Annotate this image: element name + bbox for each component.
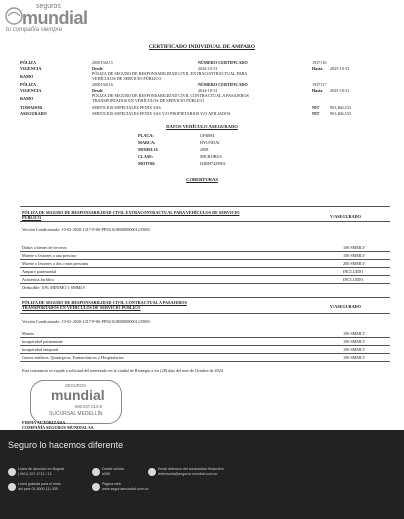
footer-item-line: #935 (102, 472, 110, 476)
footer-item-line: Línea de atención en Bogotá (18, 467, 64, 471)
modelo-label: MODELO: (138, 147, 159, 152)
marca-label: MARCA: (138, 140, 156, 145)
rce-item-name: Muerte o lesiones a una persona (22, 253, 76, 258)
desde-value: 2024-10-31 (198, 66, 218, 71)
stamp-top: SEGUROS (65, 383, 86, 388)
divider (20, 221, 390, 222)
hasta-label: Hasta (312, 66, 323, 71)
placa-label: PLACA: (138, 133, 154, 138)
logo-small-text: seguros (36, 3, 61, 10)
footer-item-line: del país 01 8000 111 935 (18, 487, 59, 491)
tomador-nit-label: NIT (312, 105, 320, 110)
rcc-col-header: V/ASEGURADO (330, 304, 361, 309)
stamp-bottom: SUCURSAL MEDELLÍN (49, 411, 103, 417)
rcc-item-value: 100 SMMLV (343, 355, 366, 360)
asegurado-nit-value: 901,466,533 (330, 111, 351, 116)
vehiculo-title: DATOS VEHÍCULO ASEGURADO (166, 124, 238, 129)
rcc-item-value: 100 SMMLV (343, 331, 366, 336)
tomador-value: SERVICIOS ESPECIALES FENIX SAS (92, 105, 161, 110)
rcc-title: PÓLIZA DE SEGURO DE RESPONSABILIDAD CIVIL CONTRACTUAL A PASAJEROS TRANSPORTADOS EN VEHÍCULOS DE SERVICIO PÚBLICO (22, 300, 187, 310)
numcert-label: NÚMERO CERTIFICADO (198, 60, 248, 65)
rcc-item-value: 100 SMMLV (343, 339, 366, 344)
clase-label: CLASE: (138, 154, 154, 159)
logo-tagline: tu compañía siempre (6, 27, 63, 33)
clase-value: MICROBUS (200, 154, 222, 159)
numcert-value: 1937116 (312, 60, 327, 65)
desde-label: Desde (92, 88, 103, 93)
asegurado-label: ASEGURADO (20, 111, 47, 116)
firma-line1: FIRMA AUTORIZADA (22, 420, 66, 425)
ramo-value: PÓLIZA DE SEGURO DE RESPONSABILIDAD CIVIL EXTRACONTRACTUAL PARA VEHÍCULOS DE SERVICIO PÚBLICO (92, 71, 248, 81)
asegurado-nit-label: NIT (312, 111, 320, 116)
stamp-nit: 860.037.013-6 (75, 404, 103, 409)
footer-item-line[interactable]: www.segurosmundial.com.co (102, 487, 149, 491)
divider (20, 313, 390, 314)
phone-icon (8, 483, 16, 491)
footer-bar (0, 430, 404, 519)
motor-label: MOTOR: (138, 161, 156, 166)
rce-item-name: Asistencia Jurídica (22, 277, 54, 282)
rcc-item-value: 100 SMMLV (343, 347, 366, 352)
footer-item[interactable] (102, 482, 149, 492)
globe-icon (92, 483, 100, 491)
divider (20, 206, 390, 207)
rcc-item-name: Incapacidad permanente (22, 339, 63, 344)
footer-item-line: Línea gratuita para el resto (18, 482, 61, 486)
document-title: CERTIFICADO INDIVIDUAL DE AMPARO (148, 44, 256, 50)
footer-item (102, 467, 124, 477)
rcc-version: Versión Condicionado: 10-02-2020-1317-P-06-PPSUS10R000000012-D00I (22, 319, 150, 324)
coberturas-title: COBERTURAS (186, 177, 218, 182)
firma-line2: COMPAÑÍA SEGUROS MUNDIAL SA (22, 425, 94, 430)
footer-item-line[interactable]: defensoria@seguros mundial.com.co (158, 472, 218, 476)
divider (20, 345, 390, 346)
rce-item-value: 100 SMMLV (343, 245, 366, 250)
rce-item-value: INCLUIDO (343, 277, 364, 282)
rce-deducible: Deducible: 10% MINIMO 1 SMMLV (22, 285, 86, 290)
tomador-label: TOMADOR (20, 105, 43, 110)
footer-item-line: (+601) 327 4712 / 13 (18, 472, 52, 476)
tomador-nit-value: 901,466,533 (330, 105, 351, 110)
rce-col-header: V/ASEGURADO (330, 214, 361, 219)
logo-main-text: mundial (22, 8, 88, 28)
mobile-icon (92, 468, 100, 476)
numcert-label: NÚMERO CERTIFICADO (198, 82, 248, 87)
footer-item (18, 467, 64, 477)
rcc-item-name: Gastos médicos, Quirúrgicos, Farmacéuticos y Hospitalarios (22, 355, 124, 360)
footer-item-line: Email defensor del consumidor financiero (158, 467, 224, 471)
constancia-text: Esta constancia se expide a solicitud del interesado en la ciudad de Rionegro a los (28) días del mes de Octubre de 2024 (22, 368, 223, 373)
seguros-mundial-logo-icon (4, 6, 24, 26)
rce-item-value: 200 SMMLV (343, 261, 366, 266)
divider (20, 275, 390, 276)
divider (20, 267, 390, 268)
divider (20, 297, 390, 298)
footer-item-line: Página web (102, 482, 121, 486)
rce-version: Versión Condicionado: 10-02-2020-1317-P-06-PPSUS10R000000012-D00I (22, 227, 150, 232)
divider (20, 353, 390, 354)
rcc-item-name: Incapacidad temporal (22, 347, 59, 352)
email-icon (148, 468, 156, 476)
modelo-value: 2008 (200, 147, 209, 152)
desde-value: 2024-10-31 (198, 88, 218, 93)
divider (20, 337, 390, 338)
rce-title: PÓLIZA DE SEGURO DE RESPONSABILIDAD CIVIL EXTRACONTRACTUAL PARA VEHÍCULOS DE SERVICIO PÚBLICO (22, 210, 240, 220)
placa-value: UFR084 (200, 133, 215, 138)
rce-item-value: INCLUIDO (343, 269, 364, 274)
footer-slogan: Seguro lo hacemos diferente (8, 440, 124, 450)
poliza-value: 2000156115 (92, 60, 113, 65)
divider (20, 251, 390, 252)
phone-icon (8, 468, 16, 476)
footer-item (18, 482, 61, 492)
company-stamp (30, 380, 122, 424)
marca-value: HYUNDAI (200, 140, 220, 145)
motor-value: D4BH7429902 (200, 161, 226, 166)
numcert-value: 1937117 (312, 82, 327, 87)
poliza-value: 2000156116 (92, 82, 113, 87)
footer-item-line: Desde celular (102, 467, 124, 471)
rce-item-name: Muerte o lesiones a dos o más personas (22, 261, 89, 266)
ramo-label: RAMO (20, 74, 34, 79)
rce-item-name: Amparo patrimonial (22, 269, 57, 274)
poliza-label: PÓLIZA (20, 82, 37, 87)
vigencia-label: VIGENCIA (20, 88, 42, 93)
rce-item-value: 100 SMMLV (343, 253, 366, 258)
ramo-label: RAMO (20, 96, 34, 101)
divider (20, 283, 390, 284)
stamp-main: mundial (51, 387, 105, 403)
hasta-value: 2025-10-21 (330, 88, 350, 93)
desde-label: Desde (92, 66, 103, 71)
rce-item-name: Daños a bienes de terceros (22, 245, 67, 250)
poliza-label: PÓLIZA (20, 60, 37, 65)
rcc-item-name: Muerte (22, 331, 35, 336)
ramo-value: PÓLIZA DE SEGURO DE RESPONSABILIDAD CIVIL CONTRACTUAL A PASAJEROS TRANSPORTADOS EN VEHÍCULOS DE SERVICIO PÚBLICO (92, 93, 249, 103)
footer-item[interactable] (158, 467, 224, 477)
divider (20, 361, 390, 362)
vigencia-label: VIGENCIA (20, 66, 42, 71)
divider (20, 259, 390, 260)
asegurado-value: SERVICIOS ESPECIALES FENIX SAS Y/O PROPIETARIOS Y/O AFILIADOS (92, 111, 231, 116)
hasta-value: 2025-10-21 (330, 66, 350, 71)
hasta-label: Hasta (312, 88, 323, 93)
